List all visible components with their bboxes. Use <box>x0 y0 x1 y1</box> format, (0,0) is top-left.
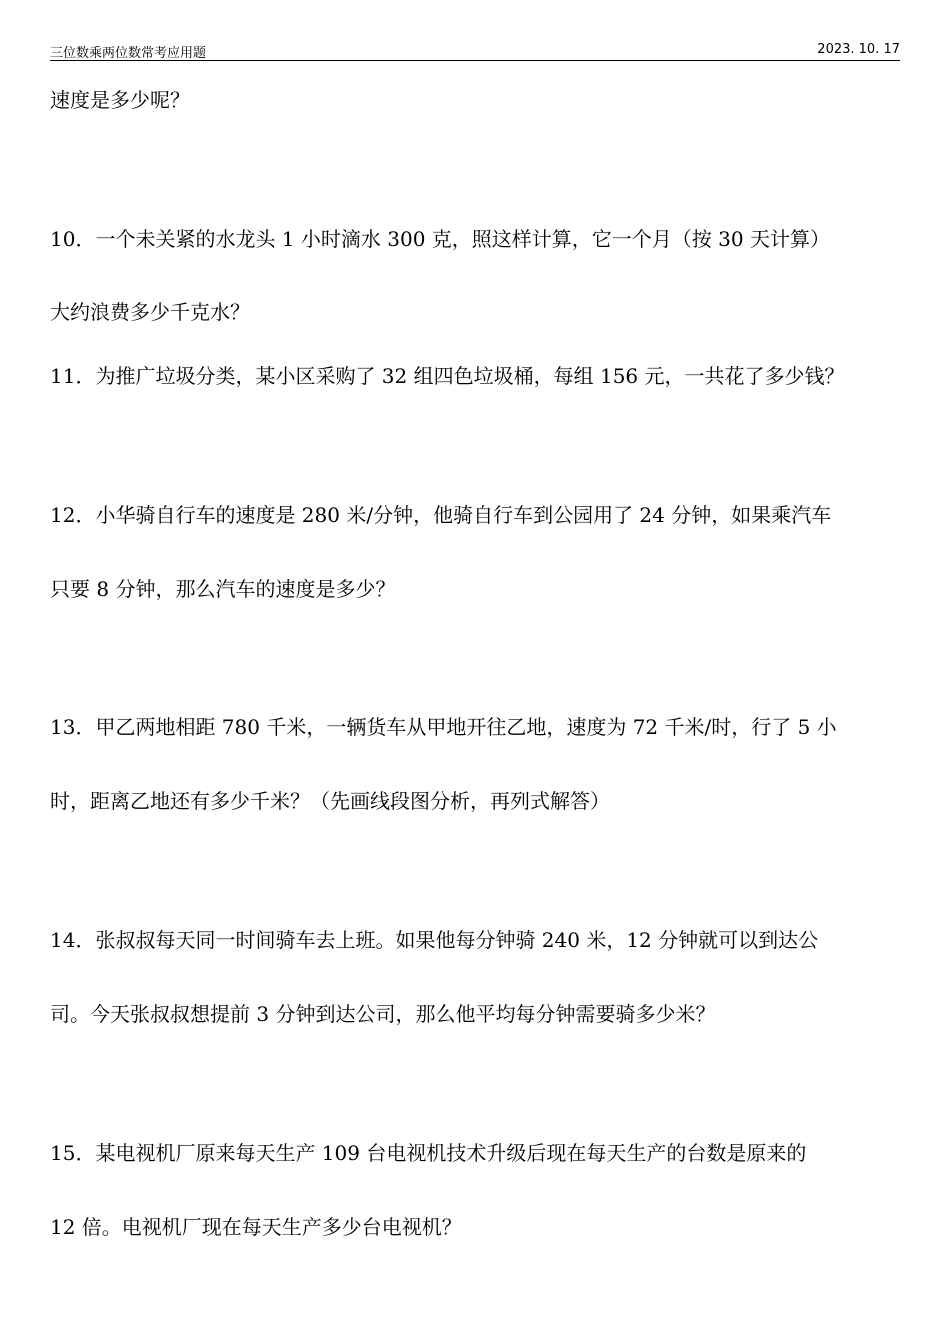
question-15-line-1: 15．某电视机厂原来每天生产 109 台电视机技术升级后现在每天生产的台数是原来的 <box>50 1141 807 1165</box>
question-12-line-2: 只要 8 分钟，那么汽车的速度是多少？ <box>50 577 396 601</box>
header-date: 2023. 10. 17 <box>817 42 900 57</box>
question-10-line-1: 10．一个未关紧的水龙头 1 小时滴水 300 克，照这样计算，它一个月（按 30 天计算） <box>50 227 830 251</box>
text-line-q9-end: 速度是多少呢？ <box>50 88 190 112</box>
header-title: 三位数乘两位数常考应用题 <box>50 46 207 61</box>
question-13-line-2: 时，距离乙地还有多少千米？（先画线段图分析，再列式解答） <box>50 789 610 813</box>
page-header <box>50 40 900 61</box>
question-11-line-1: 11．为推广垃圾分类，某小区采购了 32 组四色垃圾桶，每组 156 元，一共花了多少钱？ <box>50 364 845 388</box>
question-14-line-1: 14．张叔叔每天同一时间骑车去上班。如果他每分钟骑 240 米，12 分钟就可以到达公 <box>50 928 819 952</box>
question-14-line-2: 司。今天张叔叔想提前 3 分钟到达公司，那么他平均每分钟需要骑多少米？ <box>50 1002 716 1026</box>
question-13-line-1: 13．甲乙两地相距 780 千米，一辆货车从甲地开往乙地，速度为 72 千米/时，行了 5 小 <box>50 715 837 739</box>
question-12-line-1: 12．小华骑自行车的速度是 280 米/分钟，他骑自行车到公园用了 24 分钟，如果乘汽车 <box>50 503 832 527</box>
question-15-line-2: 12 倍。电视机厂现在每天生产多少台电视机？ <box>50 1215 462 1239</box>
question-10-line-2: 大约浪费多少千克水？ <box>50 300 250 324</box>
